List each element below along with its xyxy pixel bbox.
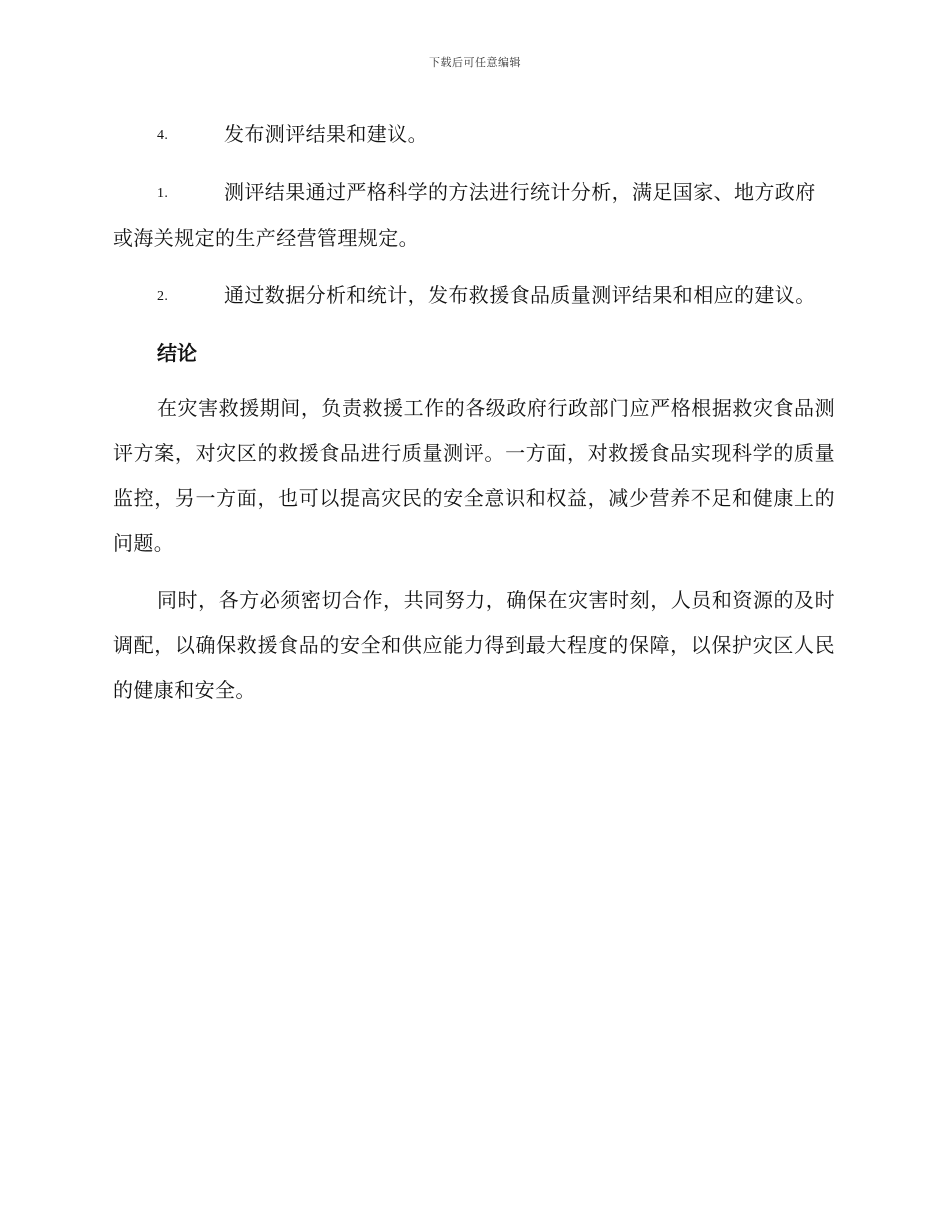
list-number: 4. xyxy=(157,128,169,143)
list-number: 1. xyxy=(157,186,169,201)
list-item xyxy=(113,170,835,261)
list-item xyxy=(113,112,835,158)
section-heading: 结论 xyxy=(157,341,197,365)
list-text: 发布测评结果和建议。 xyxy=(224,122,428,146)
list-number: 2. xyxy=(157,289,169,304)
list-text: 测评结果通过严格科学的方法进行统计分析，满足国家、地方政府或海关规定的生产经营管理规定。 xyxy=(113,180,816,250)
paragraph: 在灾害救援期间，负责救援工作的各级政府行政部门应严格根据救灾食品测评方案，对灾区的救援食品进行质量测评。一方面，对救援食品实现科学的质量监控，另一方面，也可以提高灾民的安全意识和权益，减少营养不足和健康上的问题。 xyxy=(113,396,835,555)
page-header: 下载后可任意编辑 xyxy=(429,56,521,69)
list-text: 通过数据分析和统计，发布救援食品质量测评结果和相应的建议。 xyxy=(224,283,816,307)
list-item xyxy=(113,273,835,319)
paragraph: 同时，各方必须密切合作，共同努力，确保在灾害时刻，人员和资源的及时调配，以确保救援食品的安全和供应能力得到最大程度的保障，以保护灾区人民的健康和安全。 xyxy=(113,588,835,702)
document-body xyxy=(113,112,835,725)
